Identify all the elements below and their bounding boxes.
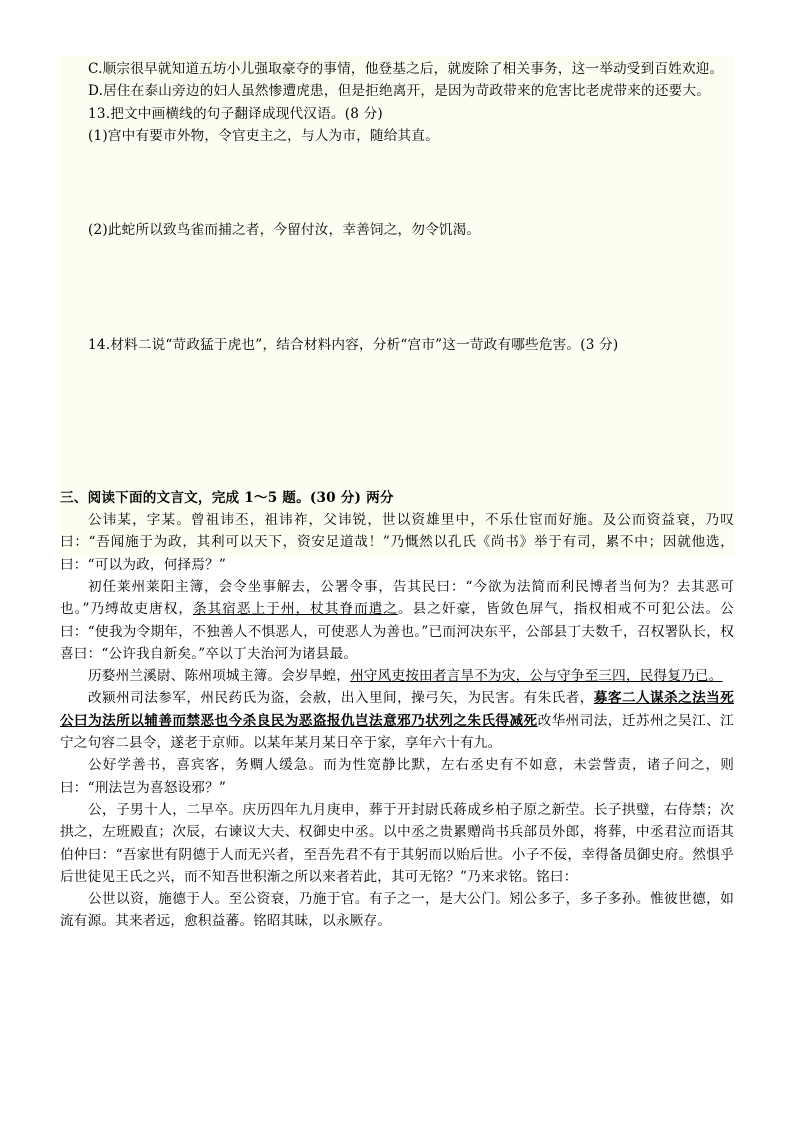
passage-paragraph-4 (60, 687, 734, 754)
passage-paragraph-3 (60, 665, 734, 687)
p4-text-a: 改颍州司法参军，州民药氏为盗，会赦，出入里间，操弓矢，为民害。有朱氏者， (88, 690, 594, 707)
underlined-sentence-1: 条其宿恶上于州，杖其脊而遣之 (193, 601, 399, 618)
p2-text-b: 。县之奸豪，皆敛色屏气，指权相戒不可犯公法。公曰：“使我为令期年，不独善人不惧恶人，可使恶人为善也。”已而河决东平，公部县丁夫数千，召权署队长，权喜曰：“公许我自新矣。”卒以丁夫治河为诸县最。 (60, 601, 734, 662)
passage-paragraph-2 (60, 576, 734, 665)
answer-space-13-2[interactable] (60, 241, 734, 334)
document-body (60, 58, 734, 933)
question-13-1: (1)宫中有要市外物，令官吏主之，与人为市，随给其直。 (88, 127, 439, 144)
underlined-sentence-2: 州守风吏按田者言旱不为灾，公与守争至三四，民得复乃已。 (350, 668, 723, 685)
section-3-heading: 三、阅读下面的文言文，完成 1～5 题。(30 分) 两分 (60, 489, 394, 506)
underlined-bold-sentence: 募客二人谋杀之法当死公曰为法所以辅善而禁恶也今杀良民为恶盗报仇岂法意邪乃状列之朱氏得减死 (60, 690, 734, 729)
passage-paragraph-5: 公好学善书，喜宾客，务赒人缓急。而为性宽静比默，左右丞史有不如意，未尝訾责，诸子问之，则曰：“刑法岂为喜怒设邪？” (60, 757, 734, 796)
question-13-2: (2)此蛇所以致鸟雀而捕之者，今留付汝，幸善饲之，勿令饥渴。 (88, 222, 481, 239)
question-13: 13.把文中画横线的句子翻译成现代汉语。(8 分) (88, 105, 383, 122)
passage-paragraph-7: 公世以资，施德于人。至公资衰，乃施于官。有子之一，是大公门。矧公多子，多子多孙。惟彼世德，如流有源。其来者远，愈积益蕃。铭昭其昧，以永厥存。 (60, 891, 734, 930)
p4-text-b: 改华州司法，迁苏州之吴江、江宁之句容二县令，遂老于京师。以某年某月某日卒于家，享年六十有九。 (60, 712, 734, 752)
answer-space-14[interactable] (60, 357, 734, 473)
p2-text-a: 初任莱州莱阳主簿，会令坐事解去，公署令事，告其民曰：“今欲为法简而利民博者当何为？去其恶可也。”乃缚故吏唐权， (60, 578, 734, 618)
question-14: 14.材料二说“苛政猛于虎也”，结合材料内容，分析“宫市”这一苛政有哪些危害。(3 分) (88, 337, 619, 354)
passage-paragraph-6: 公，子男十人，二早卒。庆历四年九月庚申，葬于开封尉氏蒋成乡柏子原之新茔。长子拱璧，右侍禁；次拱之，左班殿直；次辰，右谏议大夫、权御史中丞。以中丞之贵累赠尚书兵部员外郎，将葬，中丞君泣而语其伯仲曰：“吾家世有阴德于人而无兴者，至吾先君不有于其躬而以贻后世。小子不佞，幸得备员御史府。然惧乎后世徒见王氏之兴，而不知吾世积渐之所以来者若此，其可无铭？”乃来求铭。铭曰： (60, 801, 734, 885)
answer-space-13-1[interactable] (60, 147, 734, 219)
option-d: D.居住在泰山旁边的妇人虽然惨遭虎患，但是拒绝离开，是因为苛政带来的危害比老虎带来的还要大。 (88, 83, 711, 100)
p3-text-a: 历婺州兰溪尉、陈州项城主簿。会岁旱蝗， (88, 668, 351, 685)
option-c: C.顺宗很早就知道五坊小儿强取豪夺的事情，他登基之后，就废除了相关事务，这一举动受到百姓欢迎。 (88, 61, 724, 77)
passage-paragraph-1: 公讳某，字某。曾祖讳丕，祖讳祚，父讳锐，世以资雄里中，不乐仕宦而好施。及公而资益衰，乃叹曰：“吾闻施于为政，其利可以天下，资安足道哉！”乃慨然以孔氏《尚书》举于有司，累不中；因就他选，曰：“可以为政，何择焉？” (60, 512, 734, 573)
